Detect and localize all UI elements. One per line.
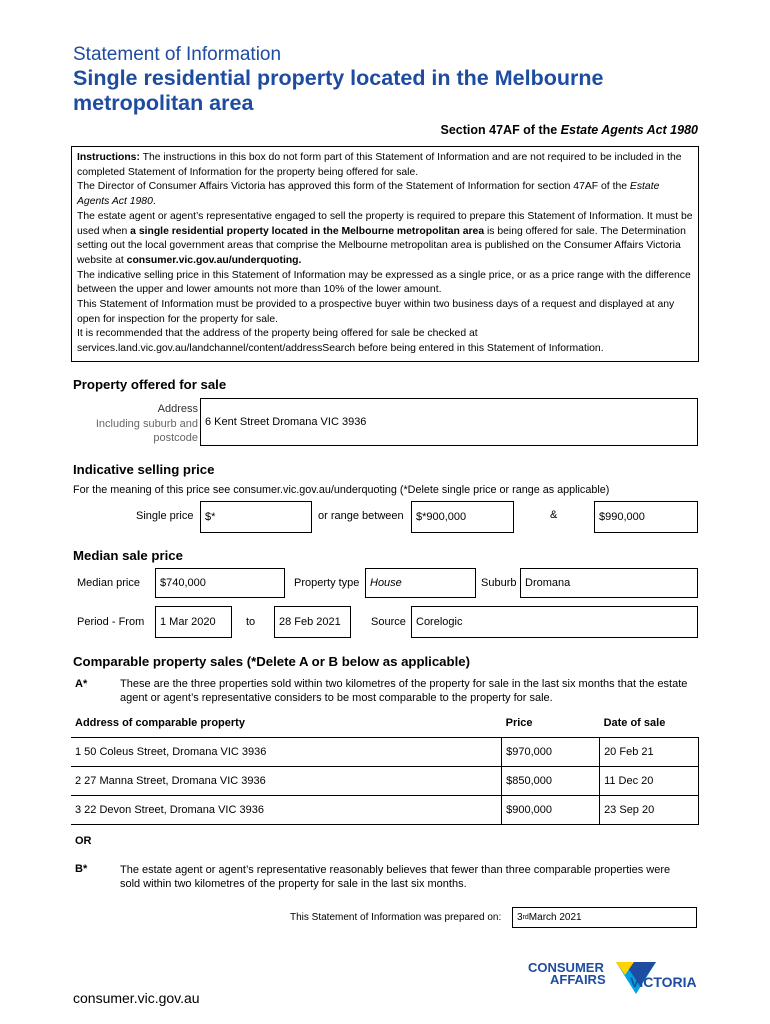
comparable-price[interactable]: $900,000	[502, 796, 600, 825]
single-price-field[interactable]: $*	[200, 501, 312, 533]
instructions-p2: The Director of Consumer Affairs Victoria has approved this form of the Statement of Information for section 47AF of the	[77, 181, 630, 193]
suburb-label: Suburb	[481, 577, 517, 589]
footer-url[interactable]: consumer.vic.gov.au	[73, 990, 200, 1006]
logo-text	[528, 962, 606, 986]
indicative-note: For the meaning of this price see consumer.vic.gov.au/underquoting (*Delete single price or range as applicable)	[73, 484, 610, 496]
section-act: Estate Agents Act 1980	[560, 123, 698, 137]
table-row	[71, 767, 699, 796]
period-to-label: to	[246, 616, 256, 628]
range-low-field[interactable]: $*900,000	[411, 501, 514, 533]
or-label: OR	[75, 835, 92, 847]
comparable-address[interactable]: 3 22 Devon Street, Dromana VIC 3936	[71, 796, 502, 825]
option-b-label: B*	[75, 863, 88, 875]
logo-line2: AFFAIRS	[550, 972, 606, 987]
address-field[interactable]: 6 Kent Street Dromana VIC 3936	[200, 398, 698, 446]
single-price-label: Single price	[136, 510, 194, 522]
instructions-p6: It is recommended that the address of the property being offered for sale be checked at services.land.vic.gov.au/landchannel/content/addressSearch before being entered in this Statement of Information.	[77, 328, 604, 355]
table-header-row	[71, 709, 699, 738]
instructions-box	[71, 146, 699, 362]
section-prefix: Section 47AF of the	[440, 123, 561, 137]
median-heading: Median sale price	[73, 548, 183, 563]
instructions-p2-end: .	[152, 196, 156, 208]
comparable-date[interactable]: 23 Sep 20	[600, 796, 699, 825]
comparable-address[interactable]: 1 50 Coleus Street, Dromana VIC 3936	[71, 738, 502, 767]
period-from-label: Period - From	[77, 616, 145, 628]
median-price-field[interactable]: $740,000	[155, 568, 285, 598]
instructions-p3a: The estate agent or agent’s representative engaged to sell the property is required to prepare this Statement of Information. It must be used when	[77, 210, 693, 237]
instructions-p2-act: Estate Agents Act 1980	[77, 181, 660, 208]
instructions-p1: The instructions in this box do not form part of this Statement of Information and are not required to be included in the completed Statement of Information for the property being offered for sale.	[77, 152, 682, 178]
indicative-heading: Indicative selling price	[73, 462, 215, 477]
table-row	[71, 796, 699, 825]
comparable-date[interactable]: 11 Dec 20	[600, 767, 699, 796]
comparable-date[interactable]: 20 Feb 21	[600, 738, 699, 767]
prepared-month-year: March 2021	[528, 912, 582, 923]
underquoting-link[interactable]: consumer.vic.gov.au/underquoting.	[126, 254, 302, 266]
instructions-p5: This Statement of Information must be provided to a prospective buyer within two business days of a request and displayed at any open for inspection for the property for sale.	[77, 299, 675, 325]
instructions-p3-bold: a single residential property located in the Melbourne metropolitan area	[130, 225, 485, 237]
consumer-affairs-victoria-logo	[528, 958, 703, 1004]
comparable-price[interactable]: $850,000	[502, 767, 600, 796]
suburb-field[interactable]: Dromana	[520, 568, 698, 598]
prepared-day-suffix: rd	[522, 914, 529, 921]
prepared-day: 3	[517, 912, 523, 923]
option-a-label: A*	[75, 678, 88, 690]
comparable-table	[71, 709, 699, 825]
range-label: or range between	[318, 510, 404, 522]
option-b-text: The estate agent or agent’s representative reasonably believes that fewer than three comparable properties were sold within two kilometres of the property for sale in the last six months.	[120, 864, 671, 890]
source-field[interactable]: Corelogic	[411, 606, 698, 638]
range-amp: &	[550, 509, 558, 521]
period-from-field[interactable]: 1 Mar 2020	[155, 606, 232, 638]
table-row	[71, 738, 699, 767]
instructions-p4: The indicative selling price in this Statement of Information may be expressed as a single price, or as a price range with the difference between the upper and lower amounts not more than 10% of the lower amount.	[77, 269, 691, 296]
comparable-price[interactable]: $970,000	[502, 738, 600, 767]
address-label-line3: postcode	[153, 432, 198, 444]
period-to-field[interactable]: 28 Feb 2021	[274, 606, 351, 638]
source-label: Source	[371, 616, 406, 628]
address-label	[60, 402, 198, 446]
property-type-label: Property type	[294, 577, 360, 589]
col-price-header: Price	[505, 717, 533, 729]
document-subtitle: Statement of Information	[73, 44, 282, 65]
address-label-line2: Including suburb and	[95, 417, 198, 430]
median-price-label: Median price	[77, 577, 140, 589]
col-date-header: Date of sale	[603, 717, 666, 729]
option-a-text: These are the three properties sold within two kilometres of the property for sale in the last six months that the estate agent or agent’s representative considers to be most comparable to the property for sale.	[120, 678, 688, 704]
prepared-label: This Statement of Information was prepared on:	[290, 912, 502, 923]
document-title: Single residential property located in the Melbourne metropolitan area	[73, 66, 604, 115]
instructions-label: Instructions:	[77, 152, 140, 163]
logo-line1: CONSUMER	[528, 960, 604, 975]
col-address-header: Address of comparable property	[75, 717, 245, 729]
section-reference	[441, 123, 698, 137]
range-high-field[interactable]: $990,000	[594, 501, 698, 533]
comparable-address[interactable]: 2 27 Manna Street, Dromana VIC 3936	[71, 767, 502, 796]
prepared-date-field[interactable]	[512, 907, 697, 928]
comparable-heading: Comparable property sales (*Delete A or B below as applicable)	[73, 654, 470, 669]
instructions-p3b: is being offered for sale. The Determination setting out the local government areas that comprise the Melbourne metropolitan area is published on the Consumer Affairs Victoria website at	[77, 225, 686, 266]
address-label-line1: Address	[157, 403, 198, 415]
logo-line3: VICTORIA	[630, 974, 697, 990]
property-heading: Property offered for sale	[73, 377, 227, 392]
property-type-field[interactable]: House	[365, 568, 476, 598]
